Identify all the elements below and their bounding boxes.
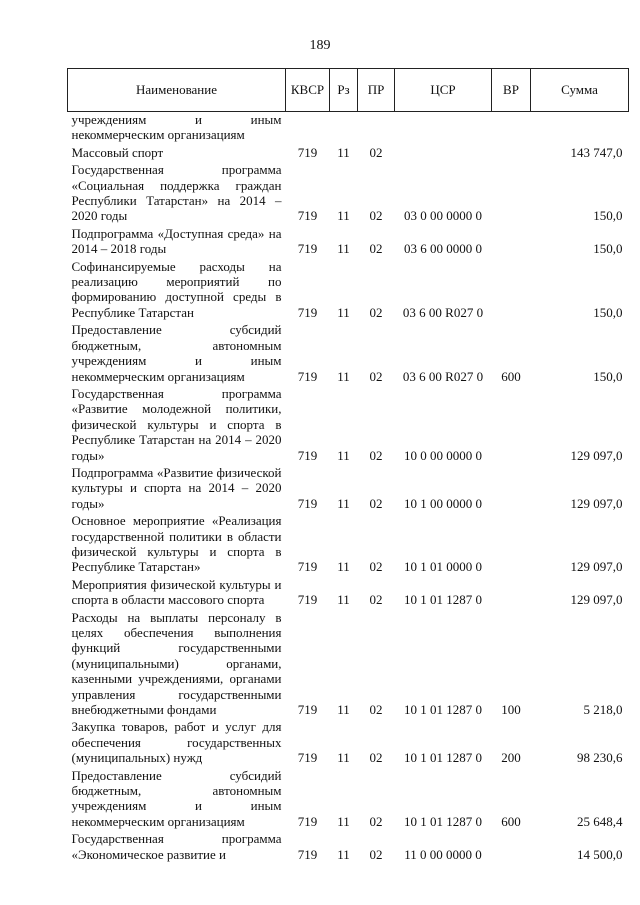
row-pr: 02 xyxy=(369,495,383,511)
row-sum: 129 097,0 xyxy=(570,592,623,608)
row-sum: 25 648,4 xyxy=(577,813,623,829)
row-csr: 03 6 00 R027 0 xyxy=(402,304,484,320)
table-row xyxy=(68,463,629,511)
row-sum: 150,0 xyxy=(593,241,623,257)
row-sum xyxy=(531,112,629,143)
header-name: Наименование xyxy=(68,69,286,112)
row-kvsr: 719 xyxy=(297,144,318,160)
row-rz xyxy=(330,112,358,143)
table-row xyxy=(68,320,629,384)
row-vr xyxy=(492,143,531,160)
row-rz: 11 xyxy=(337,447,350,463)
row-kvsr: 719 xyxy=(297,750,318,766)
row-name: Мероприятия физической культуры и спорта в области массового спорта xyxy=(71,576,282,608)
row-vr xyxy=(492,112,531,143)
row-pr: 02 xyxy=(369,750,383,766)
row-name: учреждениям и иным некоммерческим организациям xyxy=(71,112,282,143)
row-sum: 129 097,0 xyxy=(570,559,623,575)
row-vr: 200 xyxy=(501,750,521,766)
row-kvsr: 719 xyxy=(297,846,318,862)
row-pr: 02 xyxy=(369,702,383,718)
row-vr xyxy=(492,575,531,608)
row-rz: 11 xyxy=(337,241,350,257)
header-csr: ЦСР xyxy=(395,69,492,112)
row-csr: 10 1 01 1287 0 xyxy=(404,750,482,766)
row-kvsr: 719 xyxy=(297,495,318,511)
budget-table xyxy=(67,68,629,862)
row-pr: 02 xyxy=(369,241,383,257)
row-kvsr: 719 xyxy=(297,447,318,463)
row-sum: 98 230,6 xyxy=(577,750,623,766)
row-name: Государственная программа «Экономическое развитие и xyxy=(71,831,282,862)
table-row xyxy=(68,384,629,463)
row-rz: 11 xyxy=(337,750,350,766)
row-rz: 11 xyxy=(337,559,350,575)
row-csr: 03 6 00 0000 0 xyxy=(404,241,482,257)
row-rz: 11 xyxy=(337,702,350,718)
row-kvsr: 719 xyxy=(297,208,318,224)
row-vr xyxy=(492,511,531,575)
row-name: Подпрограмма «Доступная среда» на 2014 – 2018 годы xyxy=(71,225,282,257)
row-csr: 10 1 01 1287 0 xyxy=(404,813,482,829)
row-pr: 02 xyxy=(369,144,383,160)
row-vr xyxy=(492,829,531,862)
row-name: Подпрограмма «Развитие физической культуры и спорта на 2014 – 2020 годы» xyxy=(71,464,282,511)
row-pr: 02 xyxy=(369,813,383,829)
row-name: Расходы на выплаты персоналу в целях обеспечения выполнения функций государственными (муниципальными) органами, казенными учреждениями, органами управления государственными внебюджетными фондами xyxy=(71,609,282,718)
row-sum: 129 097,0 xyxy=(570,495,623,511)
row-sum: 129 097,0 xyxy=(570,447,623,463)
row-vr xyxy=(492,160,531,224)
row-kvsr: 719 xyxy=(297,304,318,320)
row-csr xyxy=(395,112,492,143)
table-row xyxy=(68,766,629,830)
row-rz: 11 xyxy=(337,495,350,511)
row-vr xyxy=(492,224,531,257)
header-sum: Сумма xyxy=(531,69,629,112)
row-rz: 11 xyxy=(337,813,350,829)
row-kvsr xyxy=(286,112,330,143)
row-csr: 10 1 01 0000 0 xyxy=(404,559,482,575)
row-csr: 03 0 00 0000 0 xyxy=(404,208,482,224)
row-name: Массовый спорт xyxy=(71,144,164,160)
table-row xyxy=(68,608,629,718)
row-sum: 143 747,0 xyxy=(570,144,623,160)
row-name: Государственная программа «Развитие молодежной политики, физической культуры и спорта в Республике Татарстан на 2014 – 2020 годы» xyxy=(71,385,282,463)
row-rz: 11 xyxy=(337,846,350,862)
header-pr: ПР xyxy=(358,69,395,112)
row-csr: 10 0 00 0000 0 xyxy=(404,447,482,463)
row-name: Закупка товаров, работ и услуг для обеспечения государственных (муниципальных) нужд xyxy=(71,719,282,766)
row-sum: 150,0 xyxy=(593,304,623,320)
row-kvsr: 719 xyxy=(297,702,318,718)
table-row xyxy=(68,112,629,143)
row-sum: 150,0 xyxy=(593,368,623,384)
row-name: Государственная программа «Социальная поддержка граждан Республики Татарстан» на 2014 – 2020 годы xyxy=(71,162,282,224)
row-kvsr: 719 xyxy=(297,592,318,608)
table-row xyxy=(68,717,629,765)
row-sum: 5 218,0 xyxy=(583,702,623,718)
row-csr xyxy=(395,143,492,160)
row-pr xyxy=(358,112,395,143)
row-vr xyxy=(492,463,531,511)
row-sum: 150,0 xyxy=(593,208,623,224)
row-name: Предоставление субсидий бюджетным, автономным учреждениям и иным некоммерческим организациям xyxy=(71,767,282,829)
table-row xyxy=(68,257,629,321)
row-csr: 10 1 01 1287 0 xyxy=(404,702,482,718)
table-header-row xyxy=(68,69,629,112)
row-rz: 11 xyxy=(337,144,350,160)
row-rz: 11 xyxy=(337,208,350,224)
row-rz: 11 xyxy=(337,368,350,384)
row-vr: 600 xyxy=(501,813,521,829)
row-pr: 02 xyxy=(369,559,383,575)
row-pr: 02 xyxy=(369,304,383,320)
row-vr: 600 xyxy=(501,368,521,384)
page-number: 189 xyxy=(309,38,331,53)
header-kvsr: КВСР xyxy=(286,69,330,112)
row-name: Софинансируемые расходы на реализацию мероприятий по формированию доступной среды в Республике Татарстан xyxy=(71,258,282,320)
row-kvsr: 719 xyxy=(297,559,318,575)
row-name: Предоставление субсидий бюджетным, автономным учреждениям и иным некоммерческим организациям xyxy=(71,322,282,384)
row-pr: 02 xyxy=(369,447,383,463)
table-row xyxy=(68,160,629,224)
header-vr: ВР xyxy=(492,69,531,112)
row-kvsr: 719 xyxy=(297,813,318,829)
row-pr: 02 xyxy=(369,368,383,384)
table-row xyxy=(68,143,629,160)
row-kvsr: 719 xyxy=(297,368,318,384)
row-vr: 100 xyxy=(501,702,521,718)
row-vr xyxy=(492,384,531,463)
table-row xyxy=(68,511,629,575)
row-csr: 11 0 00 0000 0 xyxy=(404,846,482,862)
row-rz: 11 xyxy=(337,304,350,320)
row-csr: 03 6 00 R027 0 xyxy=(402,368,484,384)
header-rz: Рз xyxy=(330,69,358,112)
row-kvsr: 719 xyxy=(297,241,318,257)
row-csr: 10 1 00 0000 0 xyxy=(404,495,482,511)
row-sum: 14 500,0 xyxy=(577,846,623,862)
row-csr: 10 1 01 1287 0 xyxy=(404,592,482,608)
table-row xyxy=(68,575,629,608)
table-row xyxy=(68,224,629,257)
table-row xyxy=(68,829,629,862)
row-pr: 02 xyxy=(369,592,383,608)
row-rz: 11 xyxy=(337,592,350,608)
row-pr: 02 xyxy=(369,846,383,862)
row-vr xyxy=(492,257,531,321)
row-name: Основное мероприятие «Реализация государственной политики в области физической культуры и спорта в Республике Татарстан» xyxy=(71,513,282,575)
row-pr: 02 xyxy=(369,208,383,224)
